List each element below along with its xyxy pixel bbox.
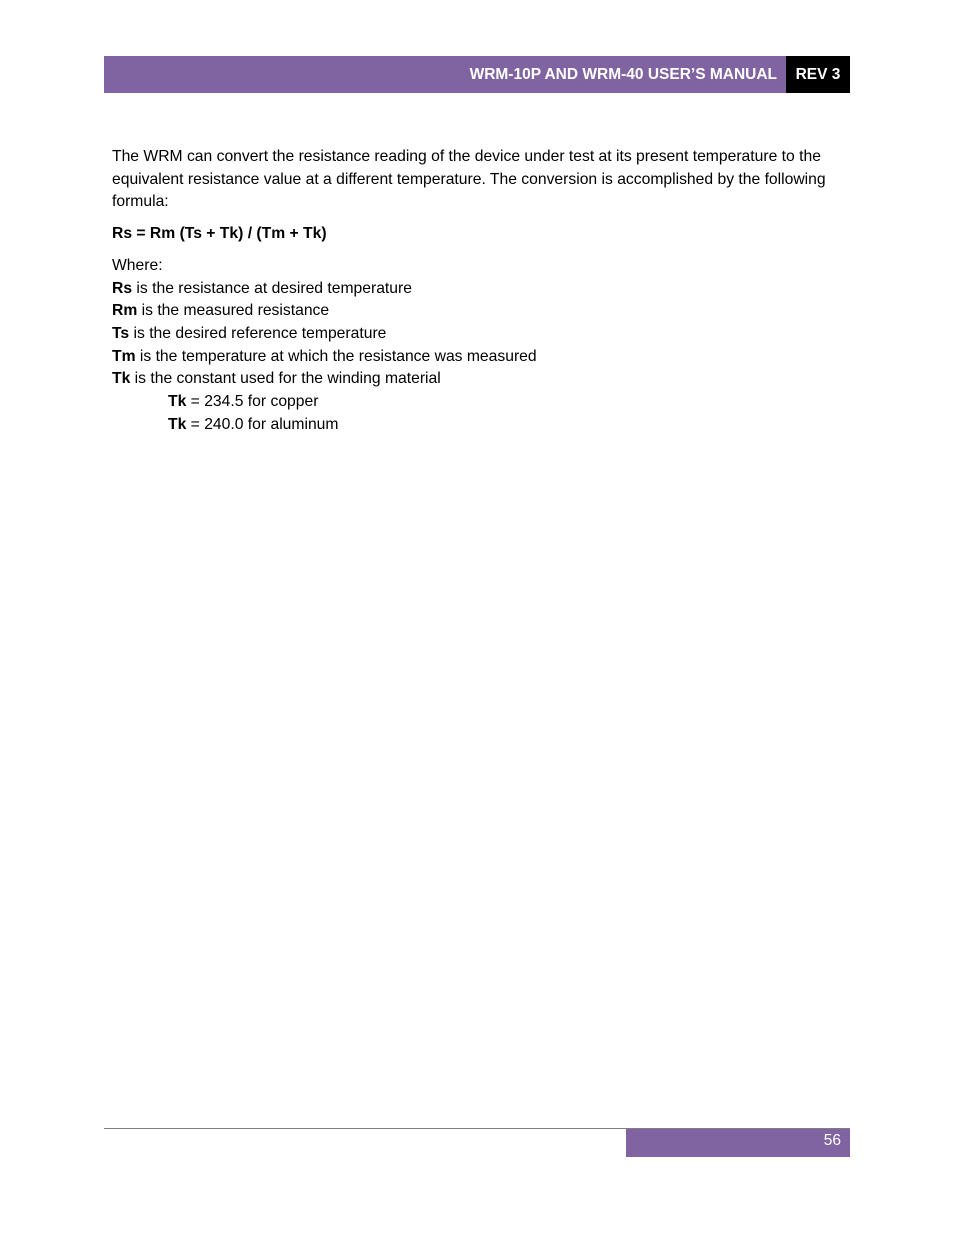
- definitions-block: [112, 255, 834, 437]
- page-content: [112, 146, 834, 436]
- page-number: 56: [823, 1132, 841, 1149]
- intro-paragraph: The WRM can convert the resistance reading of the device under test at its present temperature to the equivalent resistance value at a different temperature. The conversion is accomplished by the following formula:: [112, 148, 826, 211]
- constant-text: = 234.5 for copper: [186, 393, 319, 411]
- definition-text: is the constant used for the winding material: [130, 370, 441, 388]
- definition-term: Tm: [112, 347, 136, 365]
- footer-page-box: [626, 1129, 850, 1157]
- definition-text: is the measured resistance: [137, 302, 330, 320]
- where-label: Where:: [112, 256, 163, 274]
- constant-item: [112, 414, 834, 437]
- constant-text: = 240.0 for aluminum: [186, 415, 339, 433]
- revision-badge: REV 3: [786, 56, 850, 93]
- definition-term: Rm: [112, 302, 138, 320]
- constant-term: Tk: [168, 415, 187, 433]
- definition-text: is the resistance at desired temperature: [132, 279, 412, 297]
- definition-item: [112, 346, 834, 369]
- definition-term: Tk: [112, 370, 131, 388]
- definition-item: [112, 368, 834, 391]
- definition-text: is the temperature at which the resistance was measured: [135, 347, 537, 365]
- conversion-formula: Rs = Rm (Ts + Tk) / (Tm + Tk): [112, 225, 327, 243]
- manual-title: WRM-10P AND WRM-40 USER’S MANUAL: [469, 66, 777, 83]
- definition-item: [112, 278, 834, 301]
- definition-term: Ts: [112, 324, 130, 342]
- header-bar: [104, 56, 786, 93]
- definition-text: is the desired reference temperature: [129, 324, 387, 342]
- definition-item: [112, 323, 834, 346]
- constant-term: Tk: [168, 393, 187, 411]
- definition-term: Rs: [112, 279, 133, 297]
- constant-item: [112, 391, 834, 414]
- definition-item: [112, 300, 834, 323]
